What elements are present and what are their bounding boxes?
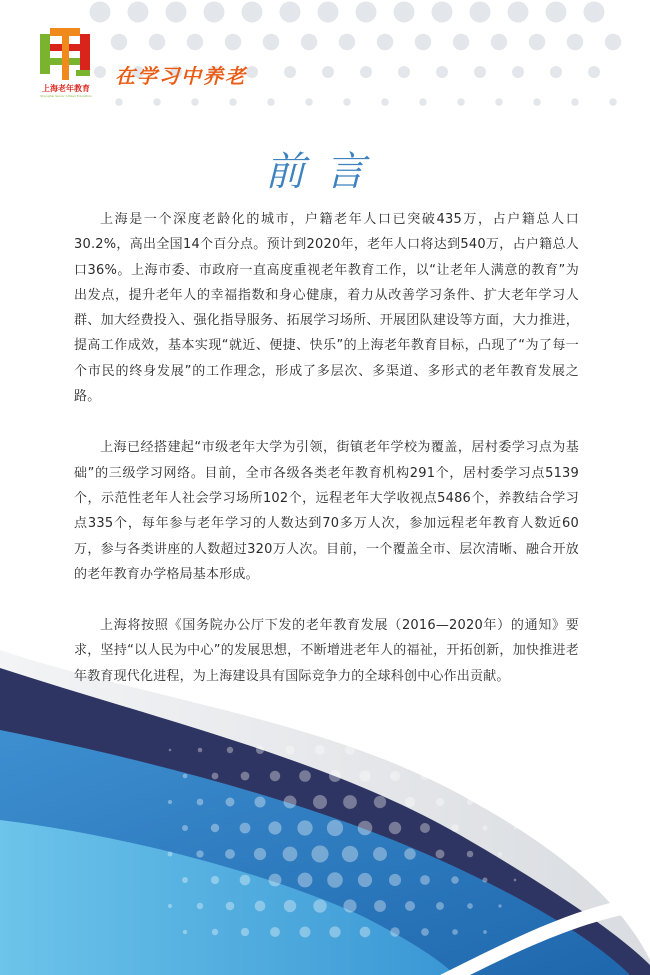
decorative-dot [376,746,385,755]
decorative-dot [111,34,128,51]
decorative-dot [436,66,448,78]
decorative-dot [567,34,584,51]
decorative-dot [283,847,298,862]
decorative-dot [226,798,235,807]
decorative-dot [377,34,394,51]
slogan: 在学习中养老 [115,64,247,88]
decorative-dot [421,772,429,780]
decorative-dot [115,98,123,106]
decorative-dot [168,904,172,908]
decorative-dot [229,98,237,106]
decorative-dot [467,903,473,909]
decorative-dot [495,98,503,106]
decorative-dot [270,771,280,781]
decorative-dot [329,770,341,782]
decorative-dot [226,902,235,911]
decorative-dot [225,849,235,859]
decorative-dot [419,98,427,106]
decorative-dot [546,2,567,23]
decorative-dot [452,929,458,935]
decorative-dot [514,879,517,882]
decorative-dot [415,34,432,51]
logo-tagline: Shanghai Senior Citizen Education [40,94,92,98]
decorative-dot [406,746,414,754]
decorative-dot [211,824,219,832]
decorative-dot [285,745,294,754]
decorative-dot [313,795,327,809]
decorative-dot [197,799,204,806]
logo-text: 上海老年教育 [42,83,90,93]
decorative-dot [342,846,358,862]
decorative-dot [436,798,444,806]
decorative-dot [571,98,579,106]
decorative-dot [394,2,415,23]
paragraph-3: 上海将按照《国务院办公厅下发的老年教育发展（2016—2020年）的通知》要求，坚持“以人民为中心”的发展思想，不断增进老年人的福祉，开拓创新，加快推进老年教育现代化进程，为上海建设具有国际竞争力的全球科创中心作出贡献。 [74,618,579,684]
decorative-dot [605,34,622,51]
decorative-dot [421,928,429,936]
decorative-dot [514,827,517,830]
decorative-dot [356,2,377,23]
logo [34,24,98,98]
decorative-dot [451,824,459,832]
decorative-dot [404,848,415,859]
decorative-dot [204,2,225,23]
decorative-dot [301,34,318,51]
decorative-dot [280,2,301,23]
decorative-dot [467,799,473,805]
decorative-dot [453,34,470,51]
decorative-dot [269,874,282,887]
decorative-dot [198,748,203,753]
decorative-dot [322,66,334,78]
decorative-dot [390,927,399,936]
decorative-dot [381,98,389,106]
decorative-dot [483,930,487,934]
decorative-dot [437,747,443,753]
decorative-dot [191,98,199,106]
decorative-dot [298,873,313,888]
decorative-dot [389,822,401,834]
decorative-dot [254,848,266,860]
decorative-dot [498,800,502,804]
decorative-dot [318,2,339,23]
decorative-dot [436,850,445,859]
decorative-dot [168,800,172,804]
page-title: 前言 [265,149,385,195]
decorative-dot [256,746,264,754]
decorative-dot [491,34,508,51]
decorative-dot [270,927,280,937]
decorative-dot [211,876,219,884]
decorative-dot [227,747,233,753]
decorative-dot [242,2,263,23]
decorative-dot [300,927,311,938]
decorative-dot [360,66,372,78]
decorative-dot [241,928,249,936]
decorative-dot [467,851,474,858]
decorative-dot [508,2,529,23]
decorative-dot [405,797,415,807]
decorative-dot [498,852,502,856]
decorative-dot [225,34,242,51]
decorative-dot [359,770,370,781]
decorative-dot [284,796,297,809]
decorative-dot [284,900,296,912]
decorative-dot [343,98,351,106]
decorative-dot [339,34,356,51]
decorative-dot [398,66,410,78]
decorative-dot [128,2,149,23]
decorative-dot [390,771,400,781]
decorative-dot [374,796,386,808]
decorative-dot [299,770,311,782]
decorative-dot [240,823,251,834]
decorative-dot [284,66,296,78]
decorative-dot [212,929,218,935]
decorative-dot [389,874,401,886]
decorative-dot [584,2,605,23]
decorative-dot [405,901,415,911]
decorative-dot [313,899,326,912]
decorative-dot [483,774,487,778]
decorative-dot [482,825,487,830]
decorative-dot [240,875,251,886]
decorative-dot [153,98,161,106]
decorative-dot [254,796,265,807]
paragraph-2: 上海已经搭建起“市级老年大学为引领，街镇老年学校为覆盖，居村委学习点为基础”的三级学习网络。目前，全市各级各类老年教育机构291个，居村委学习点5139个，示范性老年人社会学习场所102个，远程老年大学收视点5486个，养教结合学习点335个，每年参与老年学习的人数达到70多万人次，参加远程老年教育人数近60万，参与各类讲座的人数超过320万人次。目前，一个覆盖全市、层次清晰、融合开放的老年教育办学格局基本形成。 [74,440,579,582]
decorative-dot [315,745,325,755]
decorative-dot [374,900,386,912]
decorative-dot [327,872,343,888]
decorative-dot [512,66,524,78]
decorative-dot [183,774,188,779]
paragraph-1: 上海是一个深度老龄化的城市，户籍老年人口已突破435万，占户籍总人口30.2%，高出全国14个百分点。预计到2020年，老年人口将达到540万，占户籍总人口36%。上海市委、市政府一直高度重视老年教育工作，以“让老年人满意的教育”为出发点，提升老年人的幸福指数和身心健康，着力从改善学习条件、扩大老年学习人群、加大经费投入、强化指导服务、拓展学习场所、开展团队建设等方面，大力推进，提高工作成效，基本实现“就近、便捷、快乐”的上海老年教育目标，凸现了“为了每一个市民的终身发展”的工作理念，形成了多层次、多渠道、多形式的老年教育发展之路。 [74,212,579,405]
decorative-dot [90,2,111,23]
decorative-dot [498,904,501,907]
decorative-dot [327,820,343,836]
decorative-dot [268,821,281,834]
decorative-dot [187,34,204,51]
decorative-dot [470,2,491,23]
top-dot-pattern [90,2,622,106]
decorative-dot [182,877,188,883]
decorative-dot [305,98,313,106]
decorative-dot [360,927,371,938]
decorative-dot [183,930,187,934]
decorative-dot [345,745,355,755]
decorative-dot [182,825,188,831]
decorative-dot [529,34,546,51]
decorative-dot [436,902,444,910]
decorative-dot [588,66,600,78]
decorative-dot [420,875,430,885]
decorative-dot [609,98,617,106]
decorative-dot [451,876,458,883]
decorative-dot [533,98,541,106]
decorative-dot [343,899,356,912]
decorative-dot [457,98,465,106]
body-text [74,207,579,715]
decorative-dot [358,873,372,887]
decorative-dot [263,34,280,51]
decorative-dot [169,749,172,752]
decorative-dot [420,823,430,833]
decorative-dot [329,926,340,937]
decorative-dot [196,850,203,857]
decorative-dot [255,901,266,912]
decorative-dot [358,821,373,836]
decorative-dot [149,34,166,51]
decorative-dot [452,773,458,779]
decorative-dot [168,852,173,857]
decorative-dot [343,795,357,809]
decorative-dot [197,903,203,909]
decorative-dot [166,2,187,23]
decorative-dot [297,820,312,835]
decorative-dot [267,98,275,106]
decorative-dot [246,66,258,78]
decorative-dot [432,2,453,23]
logo-mark-icon [36,24,96,82]
decorative-dot [373,847,387,861]
decorative-dot [482,877,487,882]
decorative-dot [241,772,250,781]
decorative-dot [311,845,328,862]
decorative-dot [550,66,562,78]
decorative-dot [212,773,219,780]
decorative-dot [474,66,486,78]
decorative-dot [468,748,472,752]
